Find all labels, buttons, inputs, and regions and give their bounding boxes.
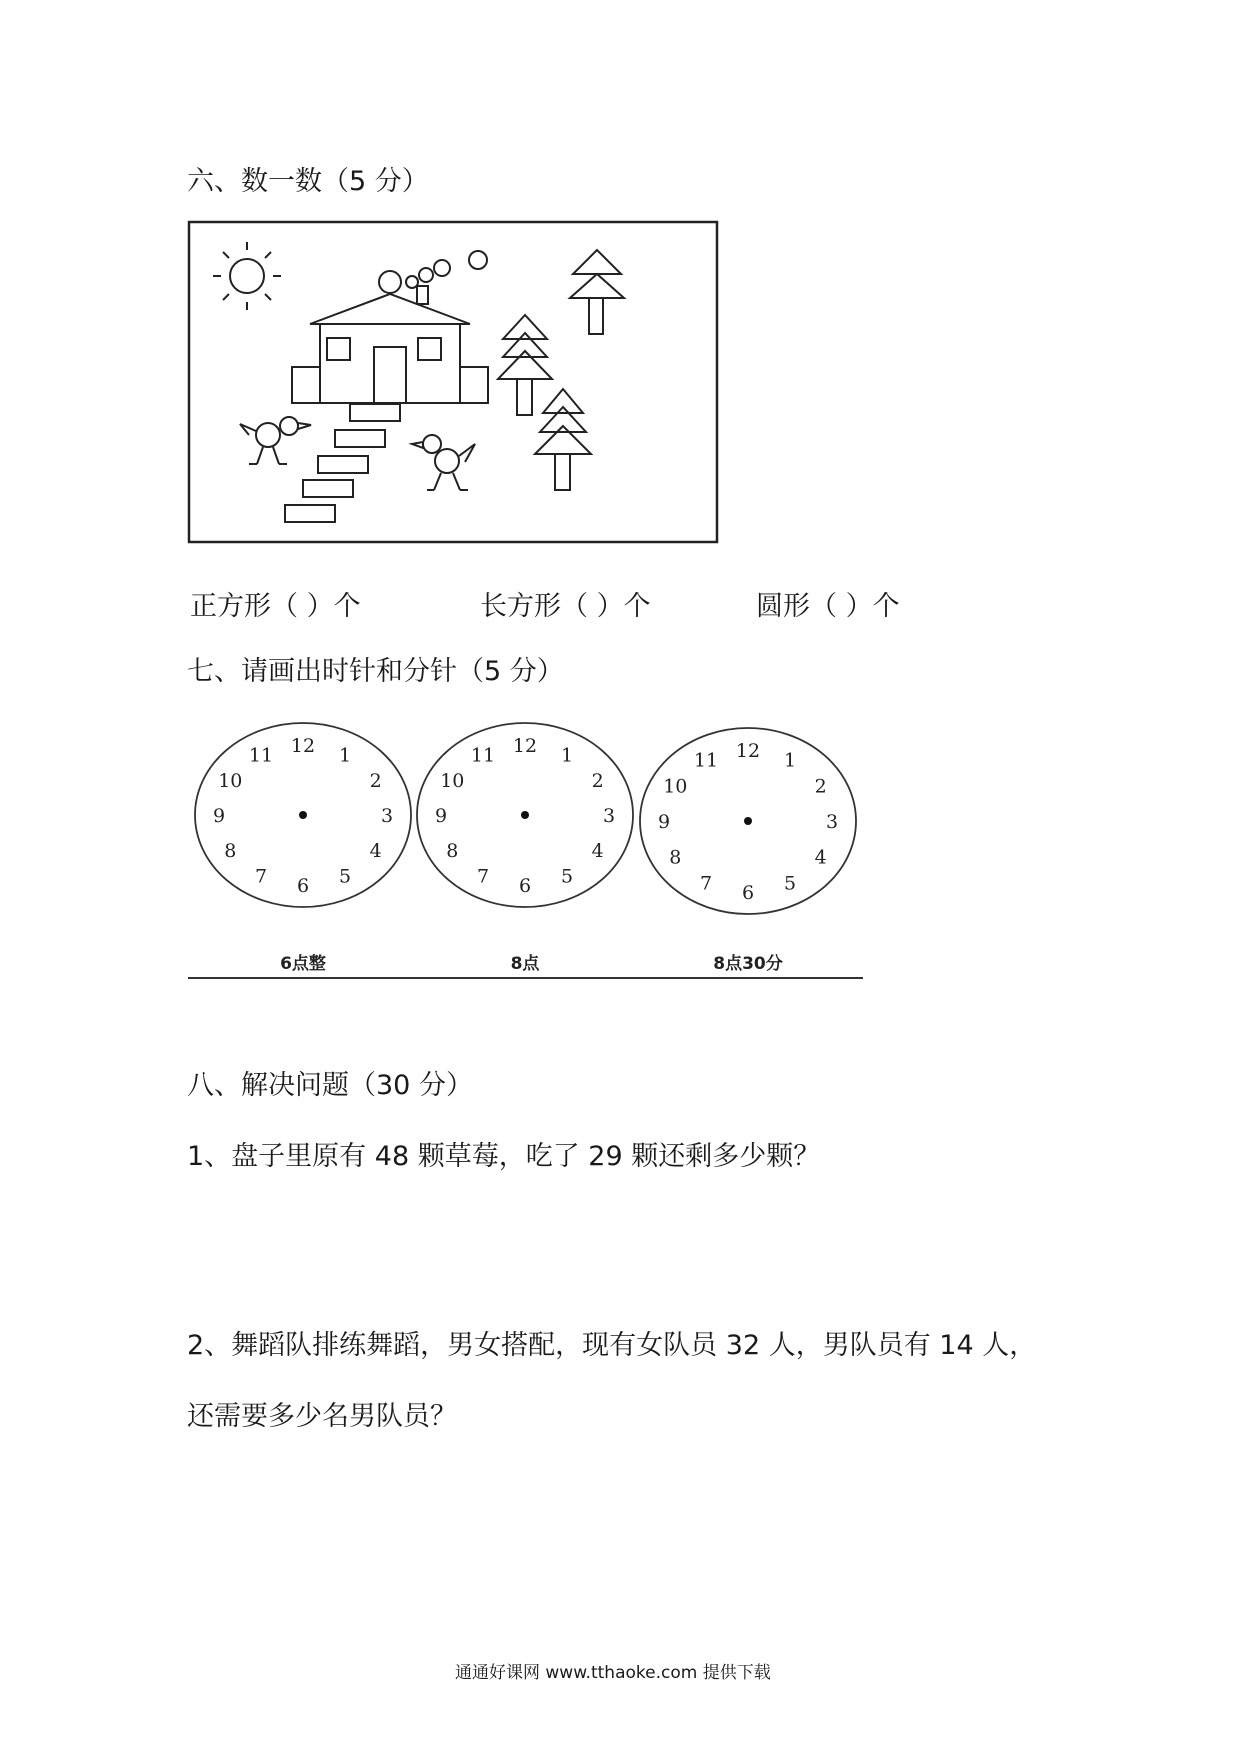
clock-time-label: 6点整 <box>280 954 326 974</box>
tree-middle-drawing <box>498 315 552 415</box>
tree-bottom-drawing <box>535 389 591 490</box>
clock-number: 7 <box>699 872 713 895</box>
clock-number: 2 <box>591 770 604 792</box>
section-seven-title: 七、请画出时针和分针（5 分） <box>187 656 564 687</box>
clock-number: 4 <box>814 846 827 869</box>
clock-number: 12 <box>512 735 538 757</box>
clock-number: 11 <box>248 744 274 767</box>
clock-number: 3 <box>380 805 394 827</box>
clock-number: 10 <box>440 770 465 792</box>
clock-number: 3 <box>825 811 839 833</box>
section-eight-title: 八、解决问题（30 分） <box>187 1070 473 1101</box>
clock-number: 7 <box>254 865 268 888</box>
clock-faces <box>180 715 870 985</box>
picture-frame <box>189 222 717 542</box>
house-drawing <box>292 271 488 403</box>
clock-number: 6 <box>518 875 532 897</box>
clock-number: 5 <box>338 865 352 888</box>
clock-number: 8 <box>224 840 237 862</box>
clock-time-label: 8点30分 <box>713 954 783 974</box>
bird-left-drawing <box>240 417 311 464</box>
clock-number: 11 <box>693 749 719 772</box>
clock-2 <box>417 723 633 974</box>
stair-steps <box>285 404 400 522</box>
footer-credit: 通通好课网 www.tthaoke.com 提供下载 <box>455 1663 771 1683</box>
clock-number: 2 <box>814 775 827 798</box>
clock-number: 4 <box>591 840 604 862</box>
clock-number: 6 <box>296 875 310 897</box>
sun-icon <box>213 242 281 310</box>
clock-number: 12 <box>290 735 316 757</box>
clock-number: 6 <box>741 882 755 904</box>
counting-picture <box>185 218 725 548</box>
clock-number: 2 <box>369 770 382 792</box>
clock-number: 1 <box>338 744 352 767</box>
clock-number: 1 <box>560 744 574 767</box>
square-count-answer: 正方形（ ）个 <box>190 591 361 622</box>
clock-number: 8 <box>669 846 682 869</box>
clock-time-label: 8点 <box>510 954 540 974</box>
clock-center-dot <box>521 811 529 819</box>
clock-3 <box>640 728 856 974</box>
clock-number: 7 <box>476 865 490 888</box>
clock-center-dot <box>744 817 752 825</box>
clock-number: 4 <box>369 840 382 862</box>
circle-count-answer: 圆形（ ）个 <box>756 591 900 622</box>
clock-number: 5 <box>560 865 574 888</box>
clock-number: 11 <box>470 744 496 767</box>
clock-1 <box>195 723 411 974</box>
clock-number: 5 <box>783 872 797 895</box>
clock-number: 9 <box>434 805 448 827</box>
smoke-circles <box>406 251 487 288</box>
clock-number: 3 <box>602 805 616 827</box>
word-problem-2-line-1: 2、舞蹈队排练舞蹈，男女搭配，现有女队员 32 人，男队员有 14 人， <box>187 1330 1037 1361</box>
clock-number: 12 <box>735 740 761 762</box>
rectangle-count-answer: 长方形（ ）个 <box>480 591 651 622</box>
clock-number: 9 <box>212 805 226 827</box>
clock-number: 1 <box>783 749 797 772</box>
clock-number: 10 <box>663 775 688 798</box>
tree-top-right-drawing <box>570 250 624 334</box>
clock-center-dot <box>299 811 307 819</box>
clock-number: 10 <box>218 770 243 792</box>
bird-right-drawing <box>412 435 475 490</box>
clock-number: 9 <box>657 811 671 833</box>
word-problem-1: 1、盘子里原有 48 颗草莓，吃了 29 颗还剩多少颗？ <box>187 1141 821 1172</box>
clock-number: 8 <box>446 840 459 862</box>
section-six-title: 六、数一数（5 分） <box>187 166 429 197</box>
word-problem-2-line-2: 还需要多少名男队员？ <box>187 1401 457 1432</box>
